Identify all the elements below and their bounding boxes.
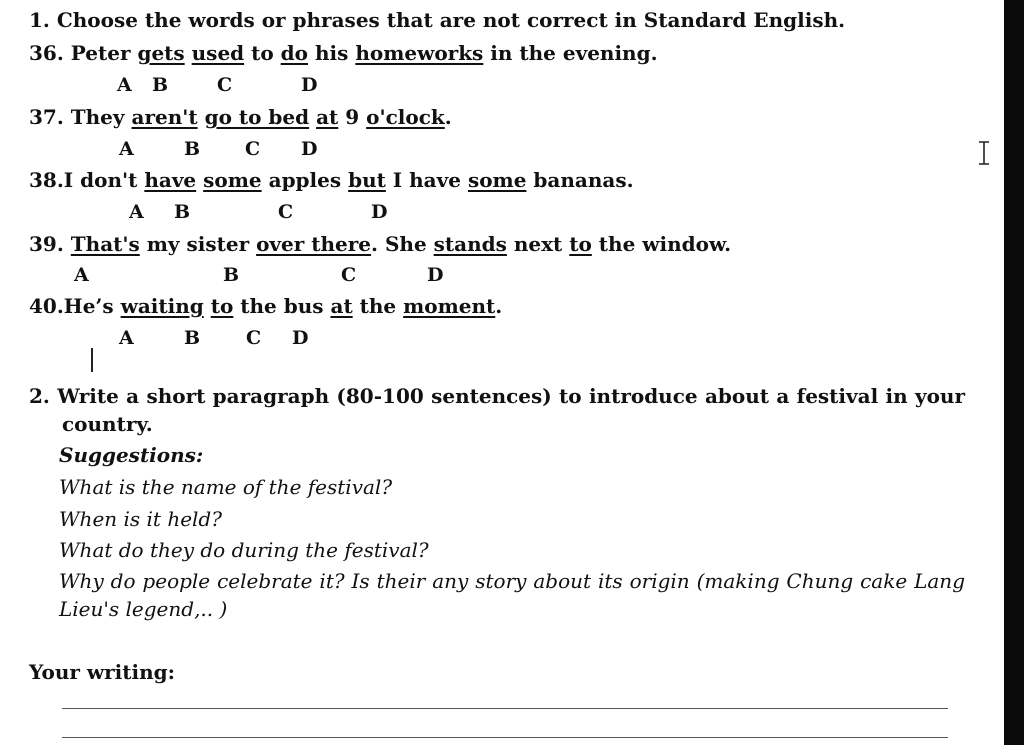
underlined-phrase: do — [280, 41, 308, 65]
sentence-text: his — [308, 41, 356, 65]
sentence-text: 9 — [338, 105, 367, 129]
sentence-text: in the evening. — [483, 41, 658, 65]
suggestion-item: Why do people celebrate it? Is their any story about its origin (making Chung cake Lang Lieu's legend,.. ) — [59, 569, 965, 621]
underlined-phrase: homeworks — [355, 41, 484, 65]
suggestion-item: What is the name of the festival? — [59, 475, 393, 499]
question-38 — [29, 168, 634, 192]
underlined-phrase: over there — [256, 232, 372, 256]
suggestions-label: Suggestions: — [59, 443, 204, 467]
option-a: A — [119, 138, 134, 160]
sentence-text: . — [444, 105, 452, 129]
question-40 — [29, 294, 502, 318]
section-2-prompt: 2. Write a short paragraph (80-100 sentences) to introduce about a festival in your country. — [29, 384, 965, 436]
underlined-phrase: at — [330, 294, 353, 318]
underlined-phrase: waiting — [120, 294, 204, 318]
sentence-text: 36. Peter — [29, 41, 138, 65]
suggestion-item: When is it held? — [59, 507, 222, 531]
option-d: D — [301, 74, 318, 96]
section-1-heading: 1. Choose the words or phrases that are not correct in Standard English. — [29, 8, 846, 32]
underlined-phrase: gets — [137, 41, 185, 65]
sentence-text: apples — [261, 168, 349, 192]
option-b: B — [184, 138, 201, 160]
option-d: D — [292, 327, 309, 349]
question-36 — [29, 41, 658, 65]
window-edge-strip — [1004, 0, 1024, 745]
sentence-text: to — [244, 41, 281, 65]
option-a: A — [117, 74, 132, 96]
option-a: A — [74, 264, 89, 286]
option-a: A — [129, 201, 144, 223]
sentence-text — [185, 41, 192, 65]
sentence-text: next — [506, 232, 570, 256]
writing-line[interactable] — [62, 737, 948, 738]
sentence-text: 39. — [29, 232, 71, 256]
option-b: B — [152, 74, 169, 96]
underlined-phrase: used — [191, 41, 245, 65]
underlined-phrase: go to bed — [204, 105, 310, 129]
underlined-phrase: some — [467, 168, 527, 192]
underlined-phrase: to — [569, 232, 592, 256]
underlined-phrase: That's — [70, 232, 140, 256]
sentence-text: . She — [371, 232, 434, 256]
sentence-text: bananas. — [526, 168, 634, 192]
underlined-phrase: to — [210, 294, 234, 318]
option-b: B — [184, 327, 201, 349]
sentence-text: 38.I don't — [29, 168, 145, 192]
underlined-phrase: aren't — [131, 105, 198, 129]
suggestion-item: What do they do during the festival? — [59, 538, 429, 562]
option-d: D — [301, 138, 318, 160]
underlined-phrase: o'clock — [366, 105, 445, 129]
sentence-text — [204, 294, 211, 318]
underlined-phrase: stands — [433, 232, 507, 256]
sentence-text: the bus — [233, 294, 331, 318]
sentence-text: . — [495, 294, 503, 318]
underlined-phrase: some — [203, 168, 262, 192]
sentence-text: the — [352, 294, 404, 318]
option-c: C — [245, 138, 261, 160]
text-caret — [91, 348, 93, 372]
question-39 — [29, 232, 731, 256]
option-c: C — [217, 74, 233, 96]
option-d: D — [427, 264, 444, 286]
your-writing-label: Your writing: — [29, 660, 176, 684]
sentence-text: my sister — [139, 232, 257, 256]
writing-line[interactable] — [62, 708, 948, 709]
option-c: C — [341, 264, 357, 286]
sentence-text: I have — [385, 168, 468, 192]
option-c: C — [278, 201, 294, 223]
sentence-text — [198, 105, 205, 129]
option-b: B — [174, 201, 191, 223]
underlined-phrase: have — [144, 168, 197, 192]
option-c: C — [246, 327, 262, 349]
option-d: D — [371, 201, 388, 223]
option-b: B — [223, 264, 240, 286]
ibeam-cursor-icon — [977, 141, 991, 165]
question-37 — [29, 105, 452, 129]
underlined-phrase: but — [348, 168, 386, 192]
sentence-text: 37. They — [29, 105, 132, 129]
sentence-text: the window. — [591, 232, 732, 256]
option-a: A — [119, 327, 134, 349]
sentence-text: 40.He’s — [29, 294, 121, 318]
underlined-phrase: moment — [403, 294, 496, 318]
underlined-phrase: at — [316, 105, 339, 129]
